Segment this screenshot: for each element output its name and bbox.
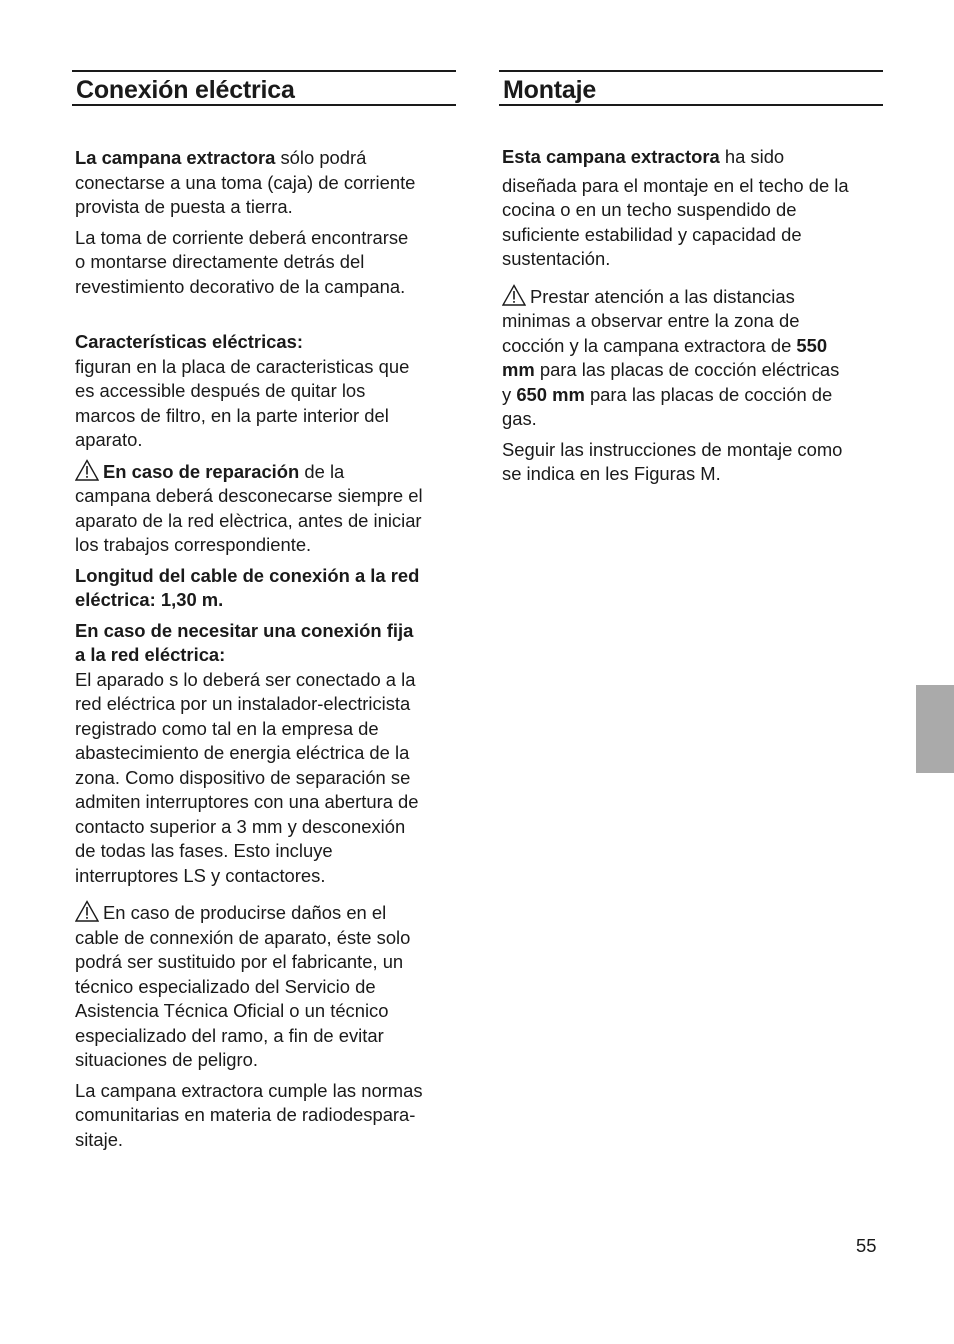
text: marcos de filtro, en la parte interior del (75, 404, 389, 426)
text: La toma de corriente deberá encontrarse (75, 226, 409, 248)
text: o montarse directamente detrás del (75, 251, 365, 272)
section-heading: Conexión eléctrica (72, 70, 456, 106)
text: aparato de la red elèctrica, antes de iniciar (75, 509, 422, 531)
text: podrá ser sustituido por el fabricante, un (75, 951, 404, 972)
section-body (72, 106, 456, 1152)
bold-term: En caso de reparación (103, 460, 300, 482)
warning-triangle-icon (75, 900, 99, 922)
text: cocción y la campana extractora de (502, 334, 792, 356)
text: técnico especializado del Servicio de (75, 975, 376, 997)
text: cable de connexión de aparato, éste solo (75, 926, 411, 948)
section-electrical-connection (72, 70, 456, 1158)
warning-triangle-icon (75, 459, 99, 481)
bold-term: Características eléctricas: (75, 331, 303, 352)
text: especializado del ramo, a fin de evitar (75, 1024, 384, 1046)
text: campana deberá desconecarse siempre el (75, 485, 423, 506)
paragraph (75, 564, 454, 613)
text: se indica en les Figuras M. (502, 463, 721, 484)
section-mounting (499, 70, 883, 493)
text: sólo podrá (280, 147, 367, 168)
text: abastecimiento de energia eléctrica de la (75, 742, 410, 763)
text: minimas a observar entre la zona de (502, 310, 800, 331)
paragraph (75, 330, 454, 453)
text: revestimiento decorativo de la campana. (75, 275, 406, 297)
text: registrado como tal en la empresa de (75, 717, 379, 739)
text: contacto superior a 3 mm y desconexión (75, 815, 406, 837)
text: Asistencia Técnica Oficial o un técnico (75, 1000, 389, 1021)
text: figuran en la placa de caracteristicas que (75, 355, 410, 377)
warning-triangle-icon (502, 284, 526, 306)
text: los trabajos correspondiente. (75, 534, 312, 555)
bold-term: Esta campana extractora (502, 146, 720, 167)
text: de todas las fases. Esto incluye (75, 840, 333, 861)
paragraph (502, 438, 881, 487)
text: comunitarias en materia de radiodespara- (75, 1104, 416, 1125)
text: ha sido (724, 146, 785, 167)
text: interruptores LS y contactores. (75, 864, 326, 886)
section-body (499, 106, 883, 487)
text: gas. (502, 408, 537, 429)
text: cocina o en un techo suspendido de (502, 199, 797, 220)
paragraph-warning (502, 284, 881, 432)
text: zona. Como dispositivo de separación se (75, 766, 411, 788)
text: de la (304, 460, 345, 482)
text: conectarse a una toma (caja) de corriente (75, 171, 416, 193)
bold-term: En caso de necesitar una conexión fija (75, 619, 414, 641)
paragraph (75, 226, 454, 300)
text: provista de puesta a tierra. (75, 196, 293, 217)
text: El aparado s lo deberá ser conectado a la (75, 668, 416, 690)
text: para las placas de cocción eléctricas (539, 359, 840, 380)
text: situaciones de peligro. (75, 1049, 258, 1070)
text: y (502, 383, 512, 405)
text: suficiente estabilidad y capacidad de (502, 223, 802, 245)
paragraph (75, 619, 454, 889)
text: admiten interruptores con una abertura de (75, 791, 419, 812)
bold-term: 550 (796, 334, 828, 356)
page-number: 55 (856, 1235, 877, 1256)
paragraph-warning (75, 459, 454, 558)
chapter-tab-marker (916, 685, 954, 773)
text: En caso de producirse daños en el (103, 902, 387, 923)
bold-term: eléctrica: 1,30 m. (75, 589, 224, 610)
bold-term: mm (502, 359, 535, 380)
paragraph-warning (75, 900, 454, 1073)
text: para las placas de cocción de (589, 383, 833, 405)
paragraph (502, 145, 881, 170)
paragraph (75, 146, 454, 220)
text: sitaje. (75, 1128, 124, 1150)
text: Seguir las instrucciones de montaje como (502, 438, 843, 460)
text: sustentación. (502, 248, 611, 269)
text: diseñada para el montaje en el techo de la (502, 174, 849, 196)
paragraph (75, 1079, 454, 1153)
bold-term: a la red eléctrica: (75, 644, 226, 665)
text: es accessible después de quitar los (75, 380, 366, 401)
bold-term: Longitud del cable de conexión a la red (75, 564, 420, 586)
section-heading: Montaje (499, 70, 883, 106)
paragraph (502, 174, 881, 272)
text: Prestar atención a las distancias (530, 285, 795, 307)
bold-term: La campana extractora (75, 147, 276, 168)
bold-term: 650 mm (516, 383, 585, 405)
text: red eléctrica por un instalador-electricista (75, 693, 411, 714)
text: aparato. (75, 429, 143, 450)
text: La campana extractora cumple las normas (75, 1079, 423, 1101)
